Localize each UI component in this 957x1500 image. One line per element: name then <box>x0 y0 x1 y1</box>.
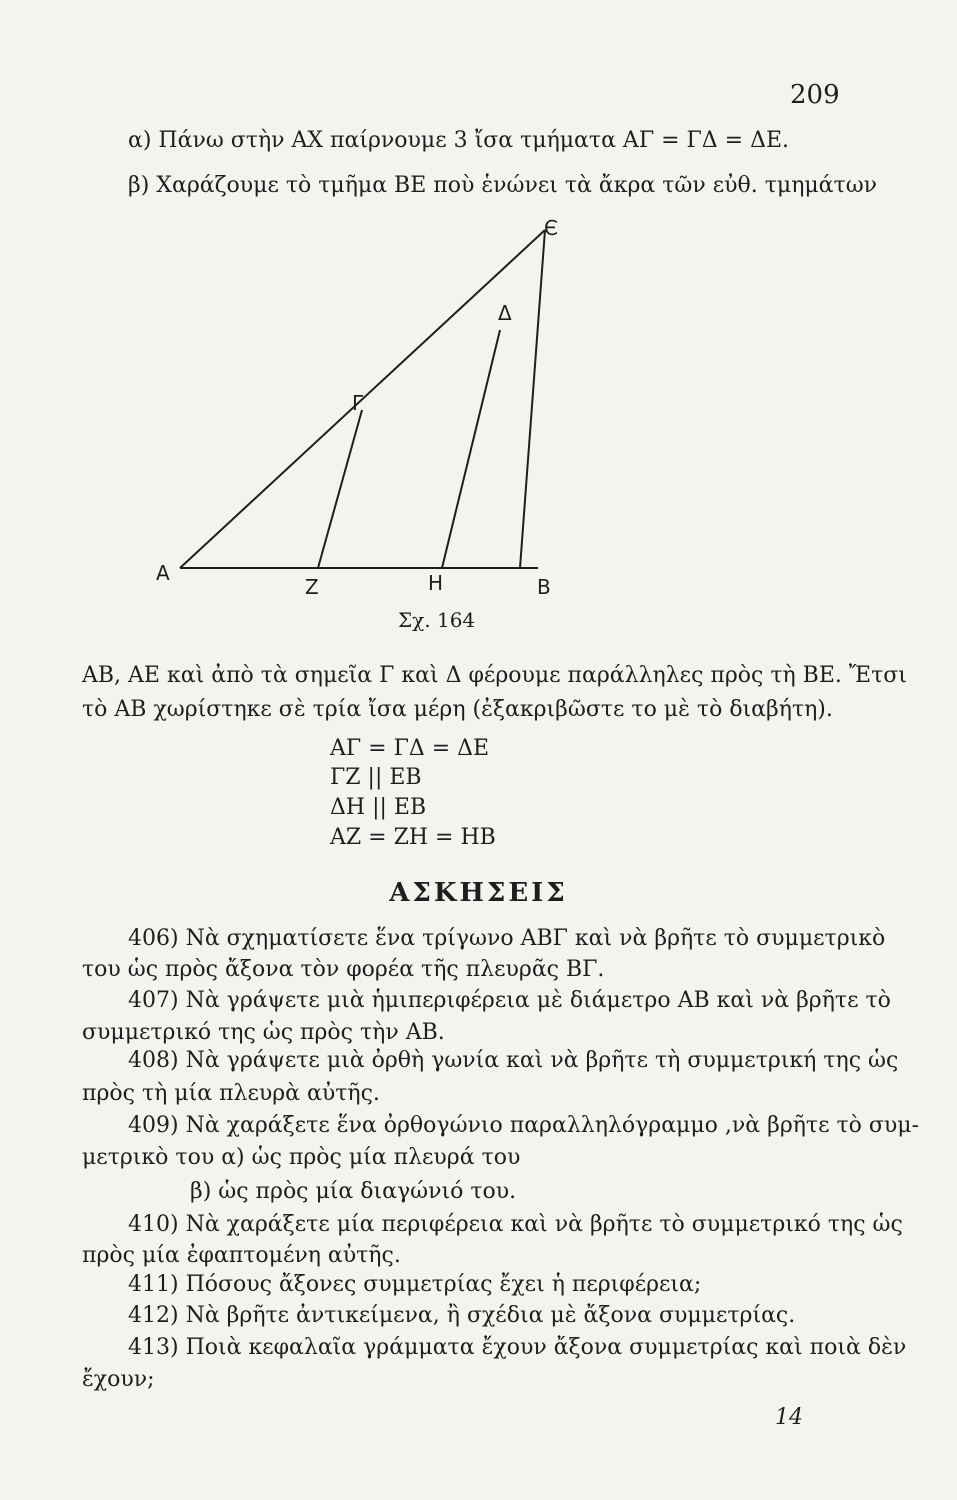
intro-step-a: α) Πάνω στὴν ΑΧ παίρνουμε 3 ἴσα τμήματα ΑΓ = ΓΔ = ΔΕ. <box>128 128 790 153</box>
exercise-413-line-1: 413) Ποιὰ κεφαλαῖα γράμματα ἔχουν ἄξονα συμμετρίας καὶ ποιὰ δὲν <box>128 1335 907 1360</box>
exercise-409-line-1: 409) Νὰ χαράξετε ἕνα ὀρθογώνιο παραλληλόγραμμο ,νὰ βρῆτε τὸ συμ- <box>128 1113 920 1138</box>
exercise-406-line-2: του ὡς πρὸς ἄξονα τὸν φορέα τῆς πλευρᾶς ΒΓ. <box>82 957 605 982</box>
explanation-line-2: τὸ ΑΒ χωρίστηκε σὲ τρία ἴσα μέρη (ἐξακριβῶστε το μὲ τὸ διαβήτη). <box>82 697 833 722</box>
exercise-410-line-1: 410) Νὰ χαράξετε μία περιφέρεια καὶ νὰ βρῆτε τὸ συμμετρικό της ὡς <box>128 1212 903 1237</box>
exercise-407-line-2: συμμετρικό της ὡς πρὸς τὴν ΑΒ. <box>82 1020 445 1045</box>
point-label-H: Η <box>428 571 444 595</box>
result-parallel-GZ: ΓΖ || ΕΒ <box>330 765 422 790</box>
point-label-A: Α <box>156 561 170 585</box>
figure-164 <box>0 0 957 640</box>
exercise-408-line-2: πρὸς τὴ μία πλευρὰ αὐτῆς. <box>82 1081 380 1106</box>
explanation-line-1: ΑΒ, ΑΕ καὶ ἀπὸ τὰ σημεῖα Γ καὶ Δ φέρουμε παράλληλες πρὸς τὴ ΒΕ. Ἔτσι <box>82 663 907 688</box>
exercise-409-line-3: β) ὡς πρὸς μία διαγώνιό του. <box>190 1179 517 1204</box>
exercise-407-line-1: 407) Νὰ γράψετε μιὰ ἡμιπεριφέρεια μὲ διάμετρο ΑΒ καὶ νὰ βρῆτε τὸ <box>128 988 891 1013</box>
result-parallel-DH: ΔΗ || ΕΒ <box>330 795 427 820</box>
result-equal-segments: ΑΓ = ΓΔ = ΔΕ <box>330 736 490 761</box>
signature-mark: 14 <box>775 1405 803 1430</box>
exercise-410-line-2: πρὸς μία ἐφαπτομένη αὐτῆς. <box>82 1243 401 1268</box>
point-label-Z: Ζ <box>305 575 319 599</box>
exercises-heading: ΑΣΚΗΣΕΙΣ <box>389 878 568 908</box>
segment-DH <box>442 330 500 568</box>
figure-caption: Σχ. 164 <box>398 608 476 632</box>
exercise-412: 412) Νὰ βρῆτε ἀντικείμενα, ἢ σχέδια μὲ ἄξονα συμμετρίας. <box>128 1303 796 1328</box>
exercise-411: 411) Πόσους ἄξονες συμμετρίας ἔχει ἡ περιφέρεια; <box>128 1272 702 1297</box>
point-label-D: Δ <box>498 301 512 325</box>
point-label-G: Γ <box>352 391 364 415</box>
page-number: 209 <box>790 80 840 110</box>
exercise-406-line-1: 406) Νὰ σχηματίσετε ἕνα τρίγωνο ΑΒΓ καὶ νὰ βρῆτε τὸ συμμετρικὸ <box>128 926 886 951</box>
point-label-B: Β <box>537 575 551 599</box>
result-equal-parts: ΑΖ = ΖΗ = ΗΒ <box>330 825 496 850</box>
exercise-413-line-2: ἔχουν; <box>82 1367 155 1392</box>
intro-step-b: β) Χαράζουμε τὸ τμῆμα ΒΕ ποὺ ἑνώνει τὰ ἄκρα τῶν εὐθ. τμημάτων <box>128 173 878 198</box>
segment-EB <box>520 230 545 568</box>
exercise-409-line-2: μετρικὸ του α) ὡς πρὸς μία πλευρά του <box>82 1145 521 1170</box>
point-label-E: Є <box>544 216 558 240</box>
exercise-408-line-1: 408) Νὰ γράψετε μιὰ ὀρθὴ γωνία καὶ νὰ βρῆτε τὴ συμμετρική της ὡς <box>128 1048 899 1073</box>
